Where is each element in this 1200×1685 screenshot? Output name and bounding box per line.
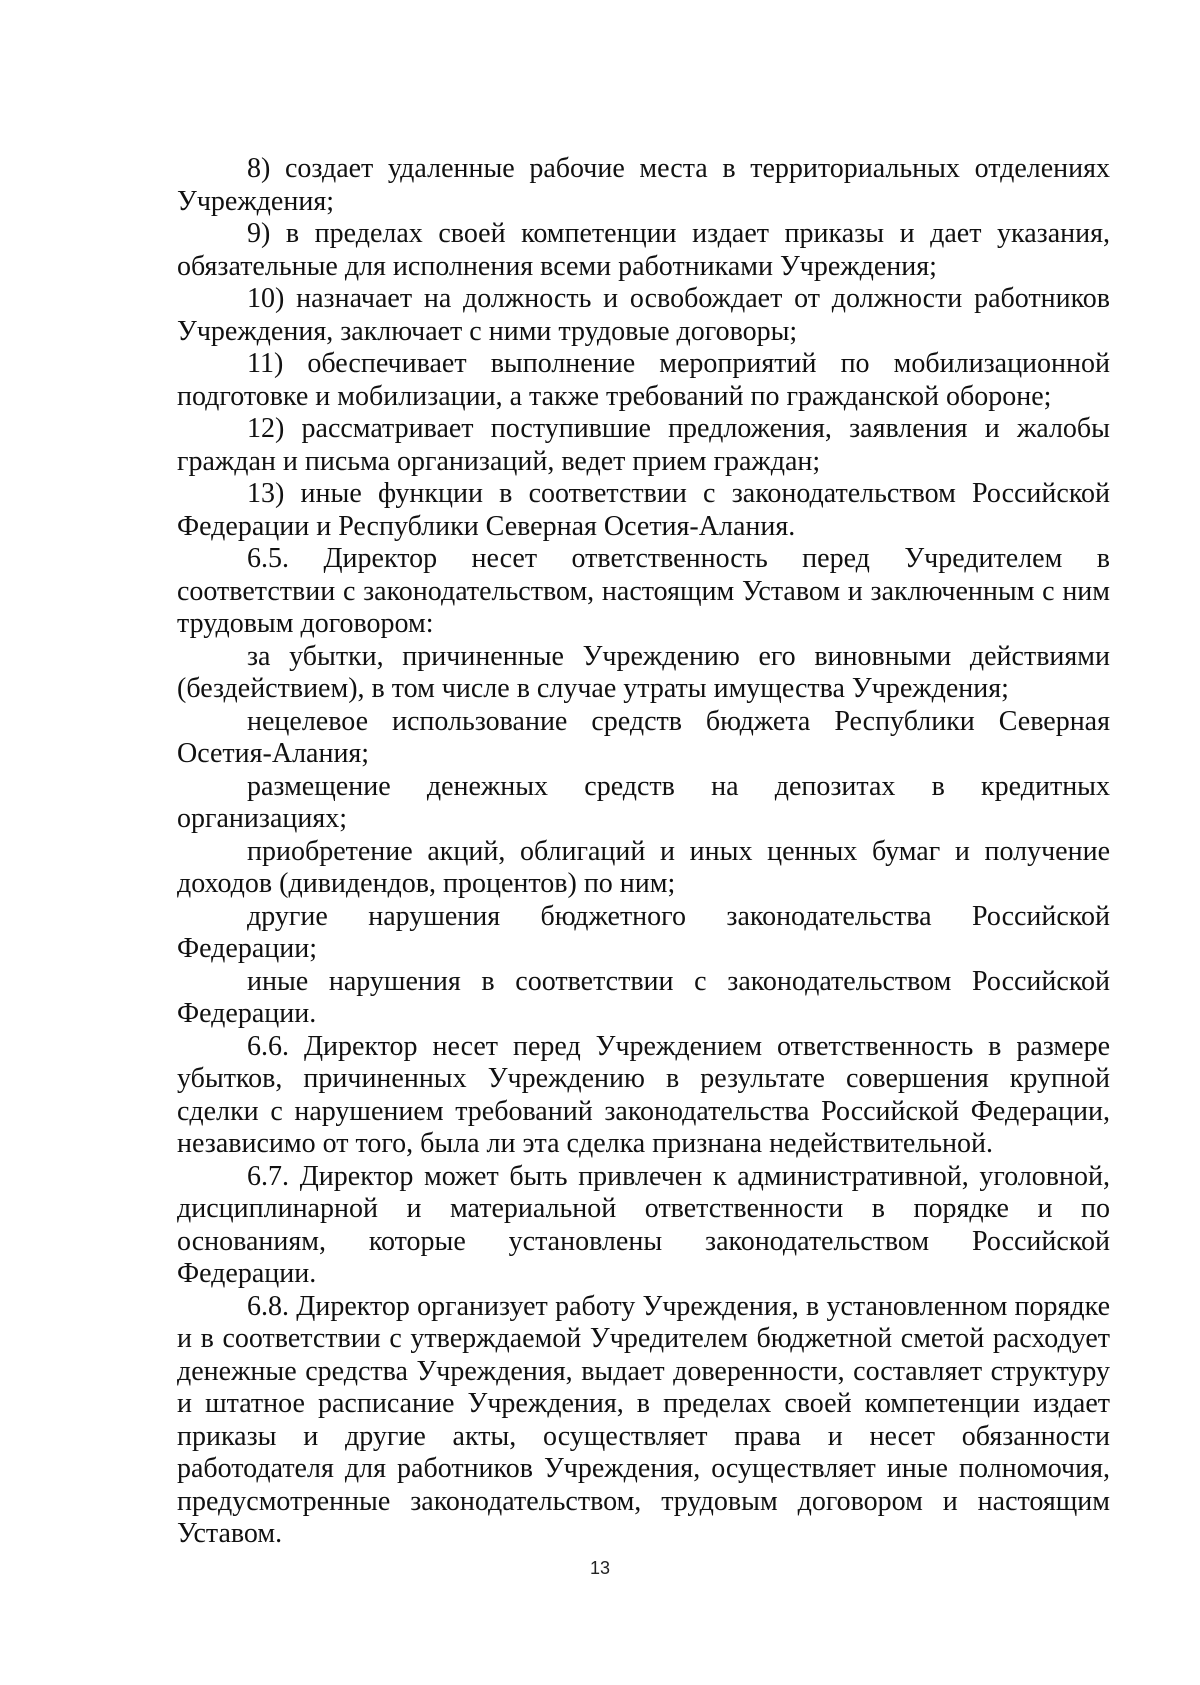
paragraph-item-8: 8) создает удаленные рабочие места в территориальных отделениях Учреждения; [177, 153, 1110, 217]
page-number: 13 [589, 1558, 611, 1578]
paragraph-section-6-8: 6.8. Директор организует работу Учреждения, в установленном порядке и в соответствии с утверждаемой Учредителем бюджетной сметой расходует денежные средства Учреждения, выдает доверенности, составляет структуру и штатное расписание Учреждения, в пределах своей компетенции издает приказы и другие акты, осуществляет права и несет обязанности работодателя для работников Учреждения, осуществляет иные полномочия, предусмотренные законодательством, трудовым договором и настоящим Уставом. [177, 1290, 1110, 1549]
paragraph-liability-misuse: нецелевое использование средств бюджета Республики Северная Осетия-Алания; [177, 705, 1110, 769]
paragraph-item-10: 10) назначает на должность и освобождает от должности работников Учреждения, заключает с ними трудовые договоры; [177, 283, 1110, 347]
paragraph-item-9: 9) в пределах своей компетенции издает приказы и дает указания, обязательные для исполнения всеми работниками Учреждения; [177, 218, 1110, 282]
document-body [177, 153, 1110, 1551]
paragraph-section-6-6: 6.6. Директор несет перед Учреждением ответственность в размере убытков, причиненных Учреждению в результате совершения крупной сделки с нарушением требований законодательства Российской Федерации, независимо от того, была ли эта сделка признана недействительной. [177, 1030, 1110, 1159]
paragraph-liability-securities: приобретение акций, облигаций и иных ценных бумаг и получение доходов (дивидендов, процентов) по ним; [177, 835, 1110, 899]
paragraph-liability-other-violations: иные нарушения в соответствии с законодательством Российской Федерации. [177, 965, 1110, 1029]
paragraph-liability-losses: за убытки, причиненные Учреждению его виновными действиями (бездействием), в том числе в случае утраты имущества Учреждения; [177, 640, 1110, 704]
paragraph-liability-budget-violations: другие нарушения бюджетного законодательства Российской Федерации; [177, 900, 1110, 964]
paragraph-section-6-5: 6.5. Директор несет ответственность перед Учредителем в соответствии с законодательством, настоящим Уставом и заключенным с ним трудовым договором: [177, 543, 1110, 639]
paragraph-section-6-7: 6.7. Директор может быть привлечен к административной, уголовной, дисциплинарной и материальной ответственности в порядке и по основаниям, которые установлены законодательством Российской Федерации. [177, 1160, 1110, 1289]
paragraph-liability-deposits: размещение денежных средств на депозитах в кредитных организациях; [177, 770, 1110, 834]
paragraph-item-13: 13) иные функции в соответствии с законодательством Российской Федерации и Республики Северная Осетия-Алания. [177, 478, 1110, 542]
paragraph-item-11: 11) обеспечивает выполнение мероприятий по мобилизационной подготовке и мобилизации, а также требований по гражданской обороне; [177, 348, 1110, 412]
paragraph-item-12: 12) рассматривает поступившие предложения, заявления и жалобы граждан и письма организаций, ведет прием граждан; [177, 413, 1110, 477]
